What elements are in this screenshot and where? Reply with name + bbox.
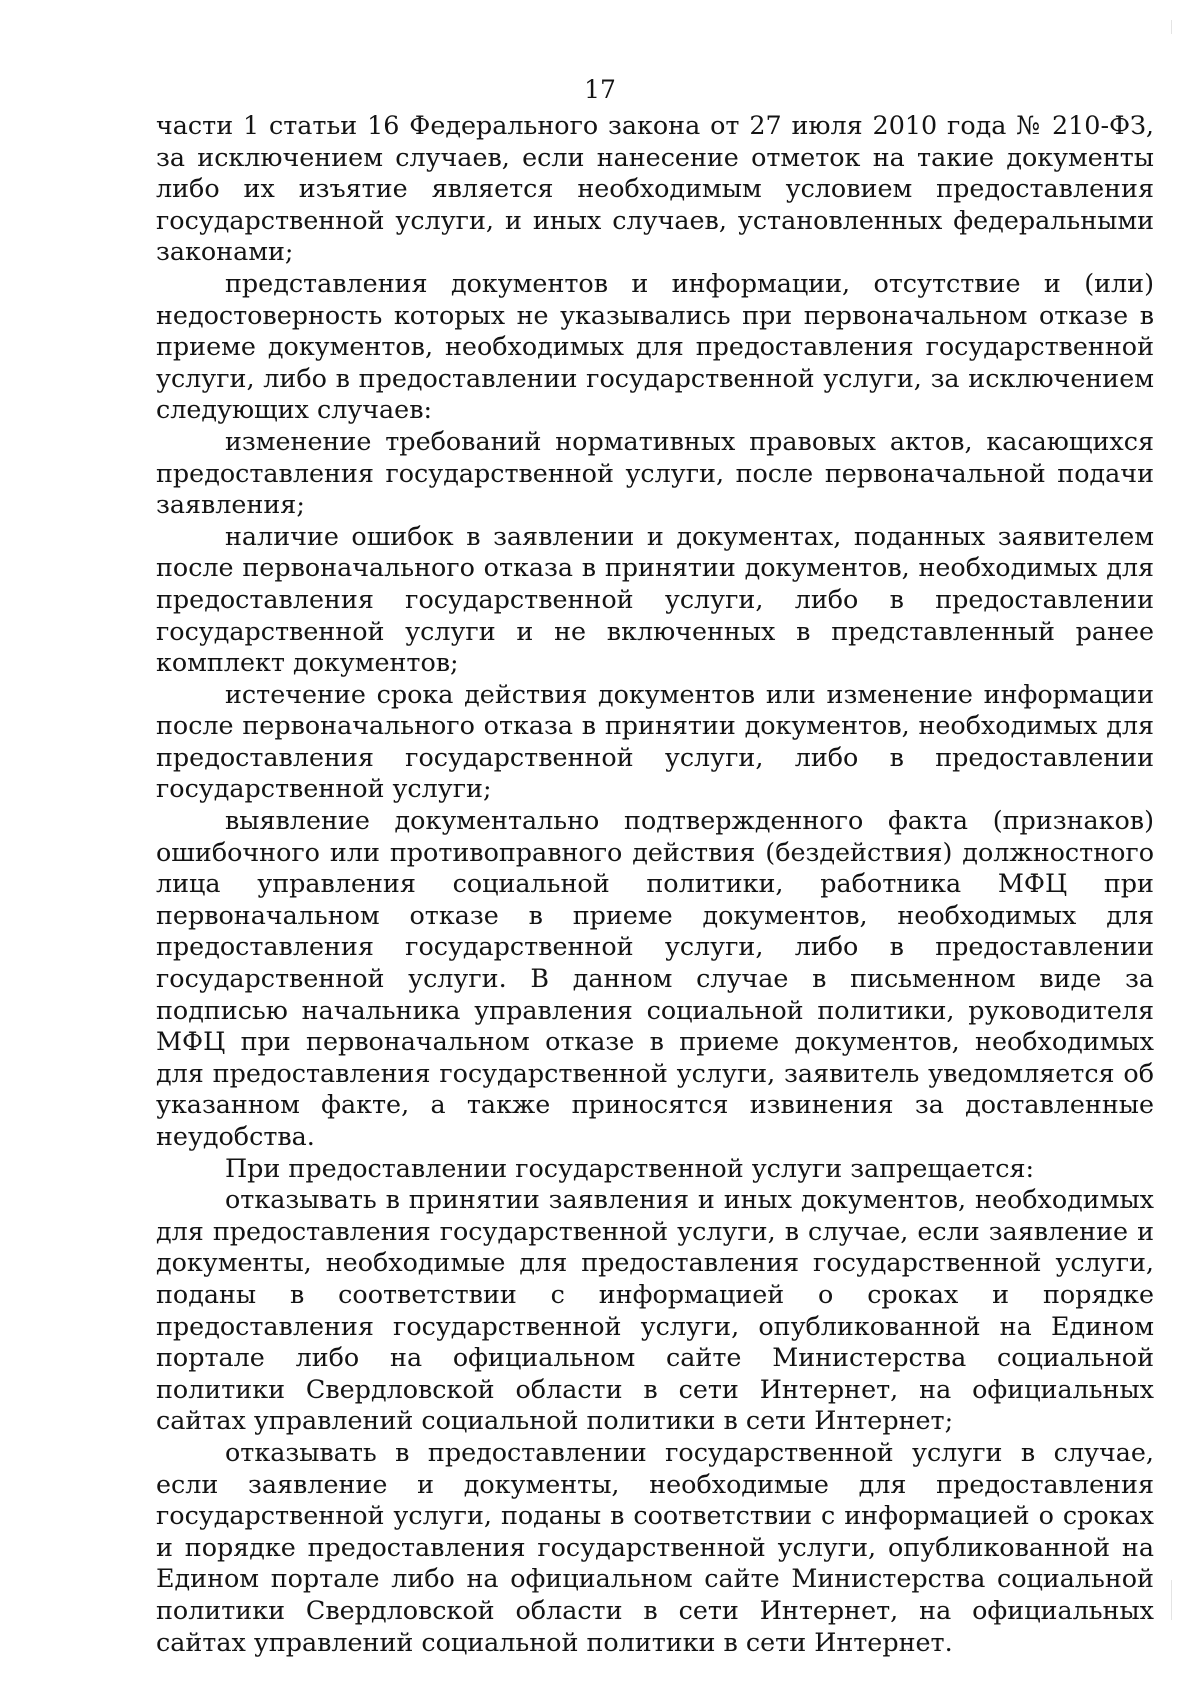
paragraph: наличие ошибок в заявлении и документах, поданных заявителем после первоначального отказа в принятии документов, необходимых для предоставления государственной услуги, либо в предоставлении государственной услуги и не включенных в представленный ранее комплект документов; [156,520,1154,678]
paragraph: отказывать в предоставлении государственной услуги в случае, если заявление и документы, необходимые для предоставления государственной услуги, поданы в соответствии с информацией о сроках и порядке предоставления государственной услуги, опубликованной на Едином портале либо на официальном сайте Министерства социальной политики Свердловской области в сети Интернет, на официальных сайтах управлений социальной политики в сети Интернет. [156,1436,1154,1657]
page-number: 17 [584,75,616,104]
paragraph: истечение срока действия документов или изменение информации после первоначального отказа в принятии документов, необходимых для предоставления государственной услуги, либо в предоставлении государственной услуги; [156,678,1154,804]
paragraph-continuation: части 1 статьи 16 Федерального закона от 27 июля 2010 года № 210-ФЗ, за исключением случаев, если нанесение отметок на такие документы либо их изъятие является необходимым условием предоставления государственной услуги, и иных случаев, установленных федеральными законами; [156,110,1154,267]
paragraph: выявление документально подтвержденного факта (признаков) ошибочного или противоправного действия (бездействия) должностного лица управления социальной политики, работника МФЦ при первоначальном отказе в приеме документов, необходимых для предоставления государственной услуги, либо в предоставлении государственной услуги. В данном случае в письменном виде за подписью начальника управления социальной политики, руководителя МФЦ при первоначальном отказе в приеме документов, необходимых для предоставления государственной услуги, заявитель уведомляется об указанном факте, а также приносятся извинения за доставленные неудобства. [156,805,1154,1151]
paragraph: отказывать в принятии заявления и иных документов, необходимых для предоставления государственной услуги, в случае, если заявление и документы, необходимые для предоставления государственной услуги, поданы в соответствии с информацией о сроках и порядке предоставления государственной услуги, опубликованной на Едином портале либо на официальном сайте Министерства социальной политики Свердловской области в сети Интернет, на официальных сайтах управлений социальной политики в сети Интернет; [156,1184,1154,1436]
paragraph: При предоставлении государственной услуги запрещается: [225,1152,1035,1183]
paragraph: изменение требований нормативных правовых актов, касающихся предоставления государственной услуги, после первоначальной подачи заявления; [156,425,1154,520]
paragraph: представления документов и информации, отсутствие и (или) недостоверность которых не указывались при первоначальном отказе в приеме документов, необходимых для предоставления государственной услуги, либо в предоставлении государственной услуги, за исключением следующих случаев: [156,267,1154,425]
scan-artifact [1171,1580,1172,1620]
scan-artifact [1171,20,1172,34]
document-body [156,110,1154,1658]
